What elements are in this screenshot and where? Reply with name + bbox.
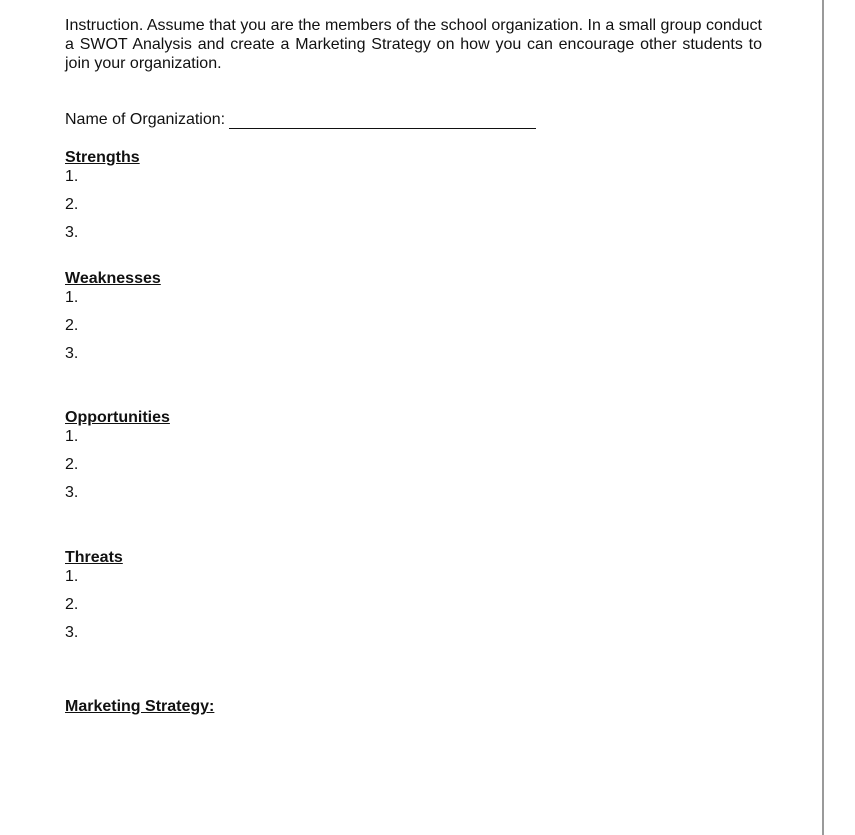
- threats-item-2: 2.: [65, 596, 79, 613]
- strengths-item-2: 2.: [65, 196, 79, 213]
- section-title-marketing-strategy: Marketing Strategy:: [65, 698, 215, 715]
- organization-name-blank: [229, 111, 536, 129]
- section-title-strengths: Strengths: [65, 149, 140, 166]
- strengths-item-3: 3.: [65, 224, 79, 241]
- weaknesses-item-1: 1.: [65, 289, 79, 306]
- section-title-threats: Threats: [65, 549, 123, 566]
- strengths-item-1: 1.: [65, 168, 79, 185]
- threats-item-1: 1.: [65, 568, 79, 585]
- organization-name-row: [65, 110, 536, 129]
- instruction-text: Instruction. Assume that you are the members of the school organization. In a small group conduct a SWOT Analysis and create a Marketing Strategy on how you can encourage other students to join your organization.: [65, 17, 762, 72]
- weaknesses-item-3: 3.: [65, 345, 79, 362]
- section-title-weaknesses: Weaknesses: [65, 270, 161, 287]
- opportunities-item-3: 3.: [65, 484, 79, 501]
- weaknesses-item-2: 2.: [65, 317, 79, 334]
- opportunities-item-2: 2.: [65, 456, 79, 473]
- page-edge-divider: [822, 0, 824, 835]
- opportunities-item-1: 1.: [65, 428, 79, 445]
- section-title-opportunities: Opportunities: [65, 409, 170, 426]
- organization-name-label: Name of Organization:: [65, 111, 226, 128]
- threats-item-3: 3.: [65, 624, 79, 641]
